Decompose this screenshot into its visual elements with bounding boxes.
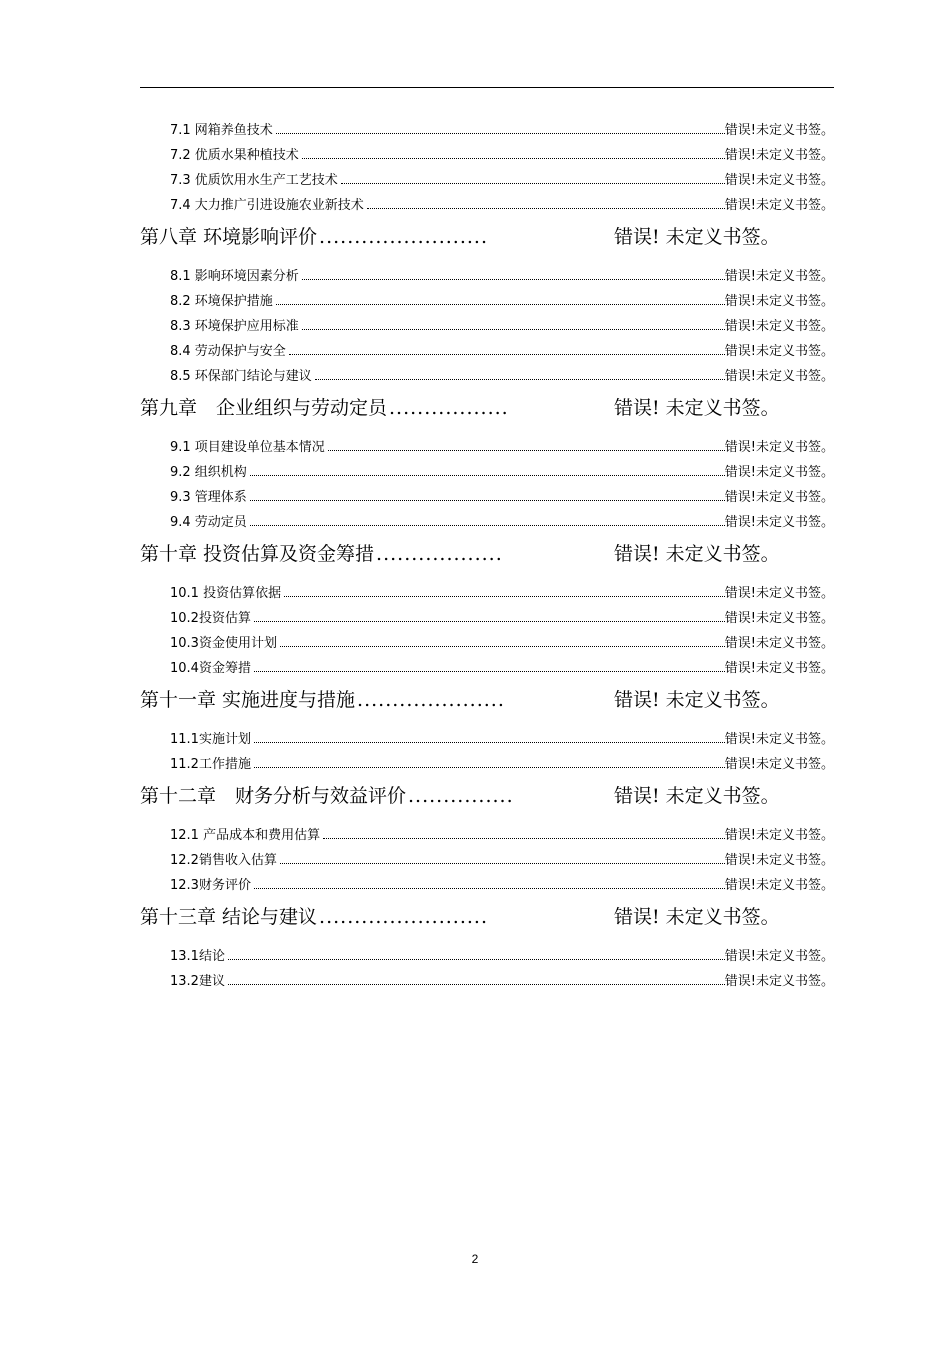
toc-entry-page: 错误!未定义书签。 xyxy=(724,586,834,601)
toc-dot-leader: ................. xyxy=(389,397,509,419)
toc-entry-page: 错误!未定义书签。 xyxy=(724,344,834,359)
toc-section-entry[interactable] xyxy=(140,339,834,364)
toc-dot-leader xyxy=(367,208,725,209)
toc-entry-page: 错误!未定义书签。 xyxy=(724,732,834,747)
toc-section-entry[interactable] xyxy=(140,823,834,848)
toc-entry-title: 8.3 环境保护应用标准 xyxy=(170,314,301,339)
toc-chapter-entry[interactable] xyxy=(140,385,834,431)
toc-entry-title: 13.1结论 xyxy=(170,944,227,969)
table-of-contents xyxy=(140,118,834,994)
toc-entry-title: 12.1 产品成本和费用估算 xyxy=(170,823,322,848)
toc-entry-page: 错误! 未定义书签。 xyxy=(614,397,780,419)
toc-section-entry[interactable] xyxy=(140,118,834,143)
toc-dot-leader: ........................ xyxy=(319,226,488,248)
toc-dot-leader xyxy=(280,646,725,647)
toc-entry-title: 第十一章 实施进度与措施 xyxy=(140,677,357,723)
toc-entry-title: 9.4 劳动定员 xyxy=(170,510,249,535)
toc-dot-leader xyxy=(250,500,725,501)
toc-dot-leader xyxy=(302,158,725,159)
toc-entry-page: 错误!未定义书签。 xyxy=(724,490,834,505)
toc-entry-title: 12.2销售收入估算 xyxy=(170,848,279,873)
toc-entry-page: 错误!未定义书签。 xyxy=(724,515,834,530)
toc-entry-title: 7.4 大力推广引进设施农业新技术 xyxy=(170,193,366,218)
toc-entry-page: 错误!未定义书签。 xyxy=(724,611,834,626)
toc-entry-page: 错误!未定义书签。 xyxy=(724,369,834,384)
toc-section-entry[interactable] xyxy=(140,606,834,631)
toc-entry-page: 错误!未定义书签。 xyxy=(724,974,834,989)
toc-dot-leader xyxy=(228,959,725,960)
toc-section-entry[interactable] xyxy=(140,289,834,314)
toc-entry-page: 错误!未定义书签。 xyxy=(724,636,834,651)
toc-dot-leader: .................. xyxy=(376,543,503,565)
toc-section-entry[interactable] xyxy=(140,143,834,168)
toc-entry-title: 第九章 企业组织与劳动定员 xyxy=(140,385,389,431)
toc-entry-page: 错误!未定义书签。 xyxy=(724,757,834,772)
toc-entry-page: 错误! 未定义书签。 xyxy=(614,689,780,711)
toc-dot-leader xyxy=(328,450,725,451)
toc-section-entry[interactable] xyxy=(140,944,834,969)
toc-dot-leader xyxy=(323,838,725,839)
toc-section-entry[interactable] xyxy=(140,848,834,873)
toc-entry-title: 8.4 劳动保护与安全 xyxy=(170,339,288,364)
toc-entry-page: 错误!未定义书签。 xyxy=(724,148,834,163)
toc-dot-leader xyxy=(284,596,725,597)
toc-dot-leader xyxy=(289,354,725,355)
toc-dot-leader: ........................ xyxy=(319,906,488,928)
toc-entry-title: 11.1实施计划 xyxy=(170,727,253,752)
toc-entry-page: 错误! 未定义书签。 xyxy=(614,785,780,807)
toc-section-entry[interactable] xyxy=(140,631,834,656)
toc-entry-page: 错误!未定义书签。 xyxy=(724,878,834,893)
toc-entry-title: 8.2 环境保护措施 xyxy=(170,289,275,314)
toc-section-entry[interactable] xyxy=(140,969,834,994)
toc-dot-leader xyxy=(254,742,725,743)
toc-dot-leader xyxy=(276,304,725,305)
toc-dot-leader xyxy=(341,183,725,184)
toc-chapter-entry[interactable] xyxy=(140,677,834,723)
toc-entry-page: 错误!未定义书签。 xyxy=(724,853,834,868)
toc-chapter-entry[interactable] xyxy=(140,214,834,260)
toc-entry-title: 8.1 影响环境因素分析 xyxy=(170,264,301,289)
toc-section-entry[interactable] xyxy=(140,485,834,510)
toc-entry-title: 7.3 优质饮用水生产工艺技术 xyxy=(170,168,340,193)
toc-dot-leader xyxy=(250,475,725,476)
toc-entry-title: 9.3 管理体系 xyxy=(170,485,249,510)
toc-dot-leader xyxy=(280,863,725,864)
toc-entry-title: 10.4资金筹措 xyxy=(170,656,253,681)
toc-entry-title: 11.2工作措施 xyxy=(170,752,253,777)
toc-entry-title: 10.2投资估算 xyxy=(170,606,253,631)
toc-entry-title: 第十二章 财务分析与效益评价 xyxy=(140,773,408,819)
toc-entry-title: 7.2 优质水果种植技术 xyxy=(170,143,301,168)
toc-chapter-entry[interactable] xyxy=(140,773,834,819)
toc-section-entry[interactable] xyxy=(140,460,834,485)
toc-dot-leader xyxy=(302,329,725,330)
toc-entry-page: 错误!未定义书签。 xyxy=(724,465,834,480)
toc-chapter-entry[interactable] xyxy=(140,894,834,940)
toc-entry-title: 10.3资金使用计划 xyxy=(170,631,279,656)
toc-entry-page: 错误!未定义书签。 xyxy=(724,319,834,334)
toc-entry-page: 错误!未定义书签。 xyxy=(724,198,834,213)
toc-entry-title: 10.1 投资估算依据 xyxy=(170,581,283,606)
toc-entry-title: 第十章 投资估算及资金筹措 xyxy=(140,531,376,577)
toc-dot-leader xyxy=(315,379,725,380)
toc-entry-title: 9.1 项目建设单位基本情况 xyxy=(170,435,327,460)
page-number: 2 xyxy=(471,1252,479,1266)
toc-section-entry[interactable] xyxy=(140,581,834,606)
toc-entry-page: 错误!未定义书签。 xyxy=(724,828,834,843)
toc-entry-page: 错误!未定义书签。 xyxy=(724,661,834,676)
toc-entry-page: 错误! 未定义书签。 xyxy=(614,906,780,928)
toc-section-entry[interactable] xyxy=(140,168,834,193)
toc-dot-leader xyxy=(228,984,725,985)
toc-entry-title: 第八章 环境影响评价 xyxy=(140,214,319,260)
toc-entry-title: 第十三章 结论与建议 xyxy=(140,894,319,940)
toc-dot-leader xyxy=(276,133,725,134)
toc-section-entry[interactable] xyxy=(140,727,834,752)
toc-dot-leader xyxy=(254,671,725,672)
toc-entry-title: 7.1 网箱养鱼技术 xyxy=(170,118,275,143)
toc-entry-page: 错误!未定义书签。 xyxy=(724,294,834,309)
toc-entry-page: 错误! 未定义书签。 xyxy=(614,226,780,248)
toc-entry-title: 12.3财务评价 xyxy=(170,873,253,898)
toc-entry-page: 错误!未定义书签。 xyxy=(724,269,834,284)
toc-dot-leader xyxy=(250,525,725,526)
toc-entry-page: 错误!未定义书签。 xyxy=(724,949,834,964)
toc-section-entry[interactable] xyxy=(140,314,834,339)
toc-dot-leader xyxy=(254,621,725,622)
toc-entry-title: 9.2 组织机构 xyxy=(170,460,249,485)
toc-section-entry[interactable] xyxy=(140,264,834,289)
toc-dot-leader: ..................... xyxy=(357,689,505,711)
toc-dot-leader xyxy=(254,888,725,889)
toc-dot-leader xyxy=(302,279,725,280)
toc-dot-leader: ............... xyxy=(408,785,514,807)
header-rule xyxy=(140,87,834,88)
toc-chapter-entry[interactable] xyxy=(140,531,834,577)
toc-entry-page: 错误!未定义书签。 xyxy=(724,440,834,455)
toc-entry-title: 13.2建议 xyxy=(170,969,227,994)
toc-entry-page: 错误! 未定义书签。 xyxy=(614,543,780,565)
toc-dot-leader xyxy=(254,767,725,768)
toc-section-entry[interactable] xyxy=(140,435,834,460)
toc-entry-page: 错误!未定义书签。 xyxy=(724,173,834,188)
toc-entry-page: 错误!未定义书签。 xyxy=(724,123,834,138)
toc-entry-title: 8.5 环保部门结论与建议 xyxy=(170,364,314,389)
